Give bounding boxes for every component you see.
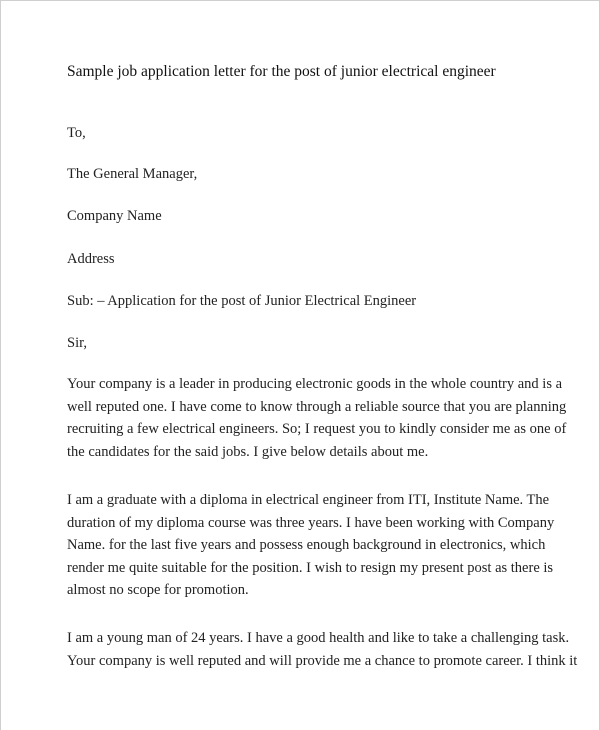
paragraph-3 bbox=[67, 627, 578, 672]
paragraph-line: Your company is well reputed and will provide me a chance to promote career. I think it bbox=[67, 652, 578, 669]
letter-salutation: Sir, bbox=[67, 335, 87, 351]
paragraph-line: render me quite suitable for the position. I wish to resign my present post as there is bbox=[67, 559, 554, 576]
paragraph-line: almost no scope for promotion. bbox=[67, 582, 249, 598]
paragraph-line: Name. for the last five years and possess enough background in electronics, which bbox=[67, 537, 546, 553]
letter-recipient: The General Manager, bbox=[67, 166, 198, 182]
paragraph-1 bbox=[67, 373, 567, 463]
letter-subject: Sub: – Application for the post of Junior Electrical Engineer bbox=[67, 293, 417, 309]
paragraph-line: duration of my diploma course was three years. I have been working with Company bbox=[67, 514, 555, 531]
letter-address: Address bbox=[67, 251, 115, 267]
paragraph-line: recruiting a few electrical engineers. So; I request you to kindly consider me as one of bbox=[67, 421, 567, 437]
paragraph-line: I am a young man of 24 years. I have a good health and like to take a challenging task. bbox=[67, 630, 570, 646]
paragraph-line: well reputed one. I have come to know through a reliable source that you are planning bbox=[67, 398, 567, 415]
letter-company: Company Name bbox=[67, 208, 162, 224]
letter-title: Sample job application letter for the post of junior electrical engineer bbox=[67, 63, 496, 80]
letter-to: To, bbox=[67, 125, 86, 141]
bottom-fade bbox=[1, 700, 600, 730]
paragraph-line: I am a graduate with a diploma in electrical engineer from ITI, Institute Name. The bbox=[67, 492, 550, 508]
paragraph-line: Your company is a leader in producing electronic goods in the whole country and is a bbox=[67, 376, 563, 392]
paragraph-2 bbox=[67, 489, 555, 602]
paragraph-line: the candidates for the said jobs. I give below details about me. bbox=[67, 443, 429, 460]
